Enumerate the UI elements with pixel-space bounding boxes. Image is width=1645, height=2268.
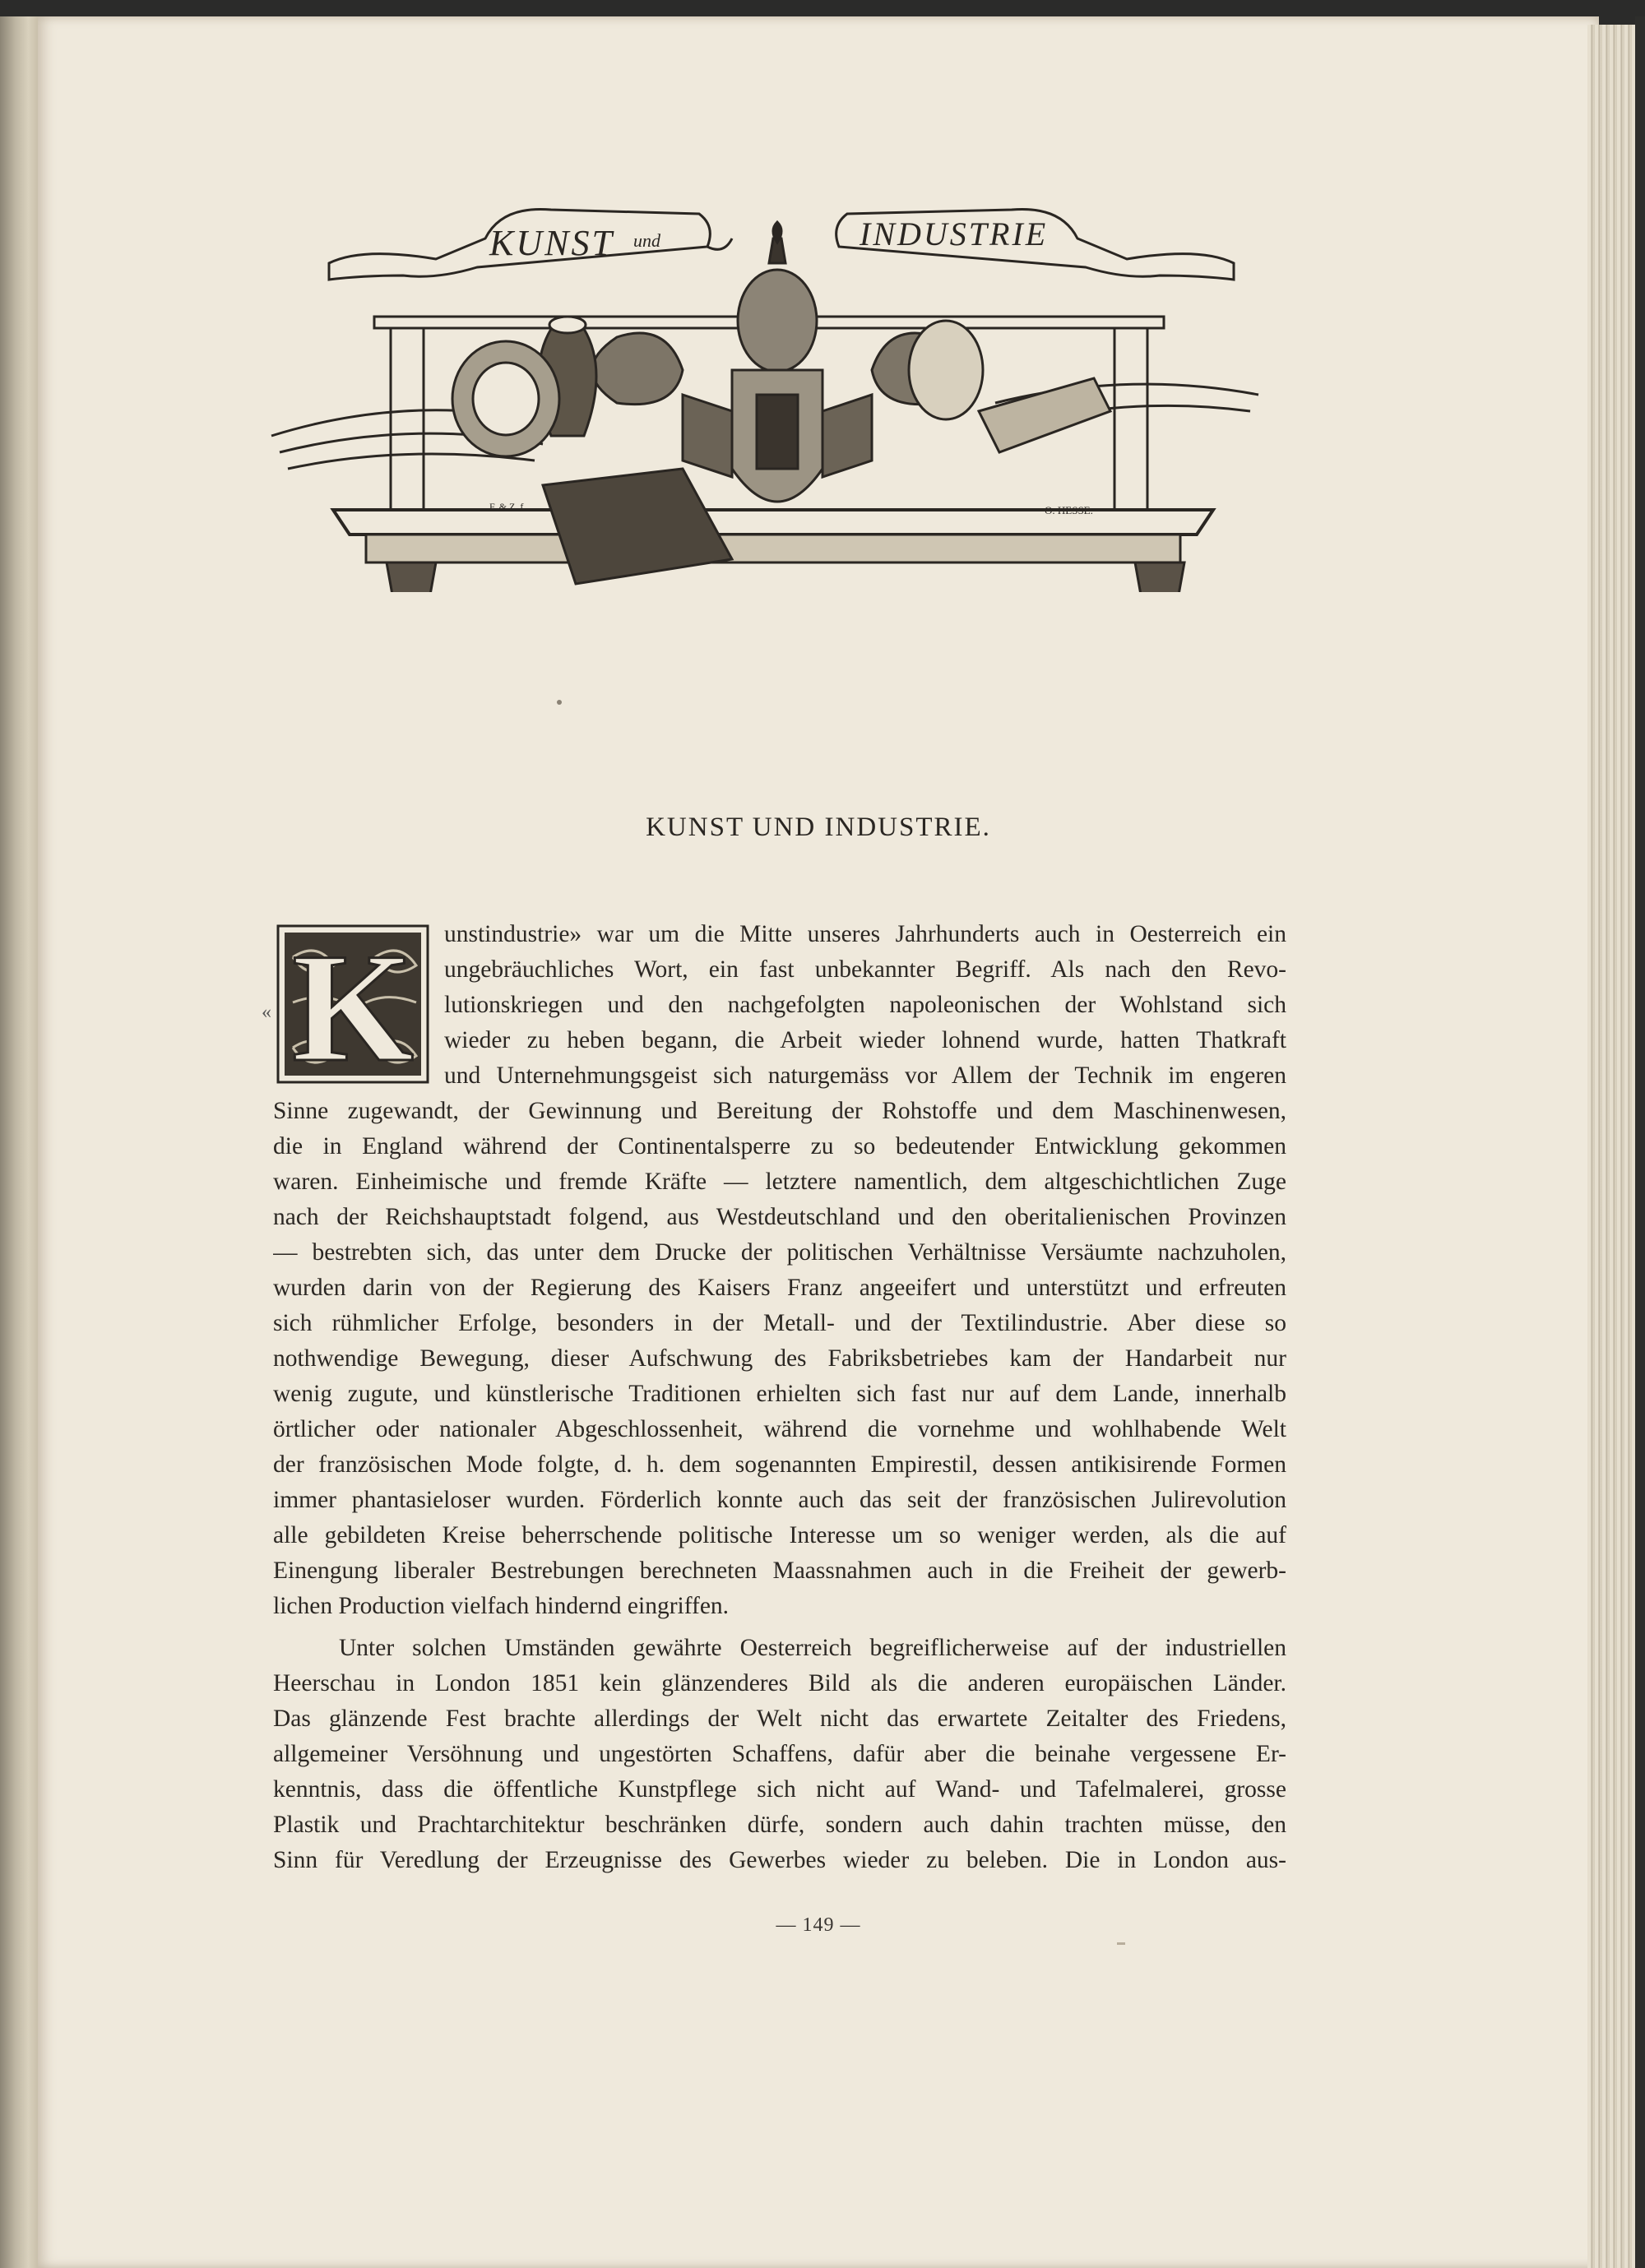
banner-word-und: und <box>633 230 660 251</box>
text-line: Plastik und Prachtarchitektur beschränken dürfe, sondern auch dahin trachten müsse, den <box>273 1812 1286 1838</box>
banner-word-right: INDUSTRIE <box>860 215 1049 252</box>
text-line: Sinn für Veredlung der Erzeugnisse des Gewerbes wieder zu beleben. Die in London aus- <box>273 1847 1286 1873</box>
text-line: Einengung liberaler Bestrebungen berechneten Maassnahmen auch in die Freiheit der gewerb- <box>273 1558 1286 1584</box>
text-line: und Unternehmungsgeist sich naturgemäss vor Allem der Technik im engeren <box>444 1062 1286 1089</box>
text-line: Sinne zugewandt, der Gewinnung und Bereitung der Rohstoffe und dem Maschinenwesen, <box>273 1098 1286 1124</box>
text-line: sich rühmlicher Erfolge, besonders in der Metall- und der Textilindustrie. Aber diese so <box>273 1310 1286 1336</box>
text-line: unstindustrie» war um die Mitte unseres Jahrhunderts auch in Oesterreich ein <box>444 921 1286 947</box>
text-line: lichen Production vielfach hindernd eingriffen. <box>273 1593 730 1619</box>
text-line: wurden darin von der Regierung des Kaisers Franz angeeifert und unterstützt und erfreuten <box>273 1275 1286 1301</box>
text-line: waren. Einheimische und fremde Kräfte — letztere namentlich, dem altgeschichtlichen Zuge <box>273 1169 1286 1195</box>
drop-cap-initial <box>276 924 429 1084</box>
header-vignette <box>189 123 1341 592</box>
stray-dot <box>557 700 562 705</box>
drop-cap-letter: K <box>292 924 414 1084</box>
text-line: — bestrebten sich, das unter dem Drucke der politischen Verhältnisse Versäumte nachzuholen, <box>273 1239 1286 1266</box>
text-line: alle gebildeten Kreise beherrschende politische Interesse um so weniger werden, als die auf <box>273 1522 1286 1548</box>
text-line: Heerschau in London 1851 kein glänzenderes Bild als die anderen europäischen Länder. <box>273 1670 1286 1696</box>
book-gutter-left <box>0 16 38 2268</box>
margin-mark: « <box>262 1002 271 1023</box>
text-line: Unter solchen Umständen gewährte Oesterreich begreiflicherweise auf der industriellen <box>339 1635 1286 1661</box>
signature-right: O. HESSE. <box>1045 504 1093 516</box>
page-title: KUNST UND INDUSTRIE. <box>646 812 991 842</box>
banner-word-left: KUNST <box>489 223 614 263</box>
text-line: örtlicher oder nationaler Abgeschlossenheit, während die vornehme und wohlhabende Welt <box>273 1416 1286 1442</box>
text-line: allgemeiner Versöhnung und ungestörten Schaffens, dafür aber die beinahe vergessene Er- <box>273 1741 1286 1767</box>
scan-edge-right <box>1635 16 1645 2268</box>
text-line: immer phantasieloser wurden. Förderlich konnte auch das seit der französischen Julirevolution <box>273 1487 1286 1513</box>
page-number: — 149 — <box>776 1914 861 1936</box>
text-line: die in England während der Continentalsperre zu so bedeutender Entwicklung gekommen <box>273 1133 1286 1159</box>
text-line: wieder zu heben begann, die Arbeit wieder lohnend wurde, hatten Thatkraft <box>444 1027 1286 1053</box>
text-line: nothwendige Bewegung, dieser Aufschwung des Fabriksbetriebes kam der Handarbeit nur <box>273 1345 1286 1372</box>
text-line: nach der Reichshauptstadt folgend, aus Westdeutschland und den oberitalienischen Provinzen <box>273 1204 1286 1230</box>
text-line: der französischen Mode folgte, d. h. dem sogenannten Empirestil, dessen antikisirende Formen <box>273 1451 1286 1478</box>
text-line: Das glänzende Fest brachte allerdings der Welt nicht das erwartete Zeitalter des Friedens, <box>273 1706 1286 1732</box>
signature-left: F. & Z. f. <box>489 501 526 512</box>
text-line: ungebräuchliches Wort, ein fast unbekannter Begriff. Als nach den Revo- <box>444 956 1286 983</box>
text-line: wenig zugute, und künstlerische Traditionen erhielten sich fast nur auf dem Lande, innerhalb <box>273 1381 1286 1407</box>
text-line: kenntnis, dass die öffentliche Kunstpflege sich nicht auf Wand- und Tafelmalerei, grosse <box>273 1776 1286 1803</box>
paper-speck <box>1117 1942 1125 1945</box>
text-line: lutionskriegen und den nachgefolgten napoleonischen der Wohlstand sich <box>444 992 1286 1018</box>
